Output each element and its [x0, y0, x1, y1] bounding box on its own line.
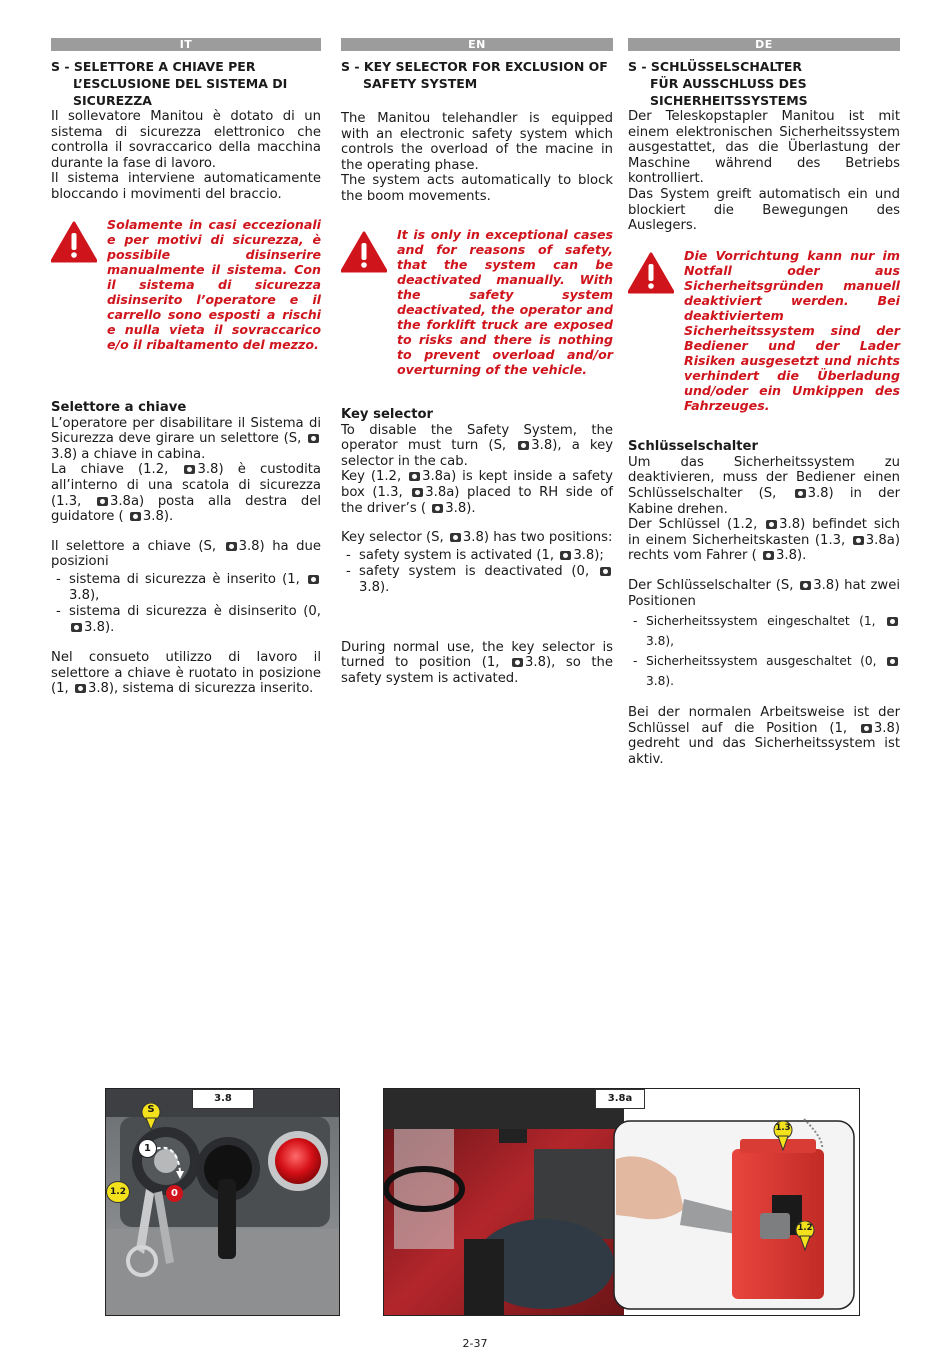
camera-icon: [308, 434, 319, 443]
paragraph-3: Key selector (S, 3.8) has two positions:: [341, 530, 613, 546]
warning-icon: [341, 231, 387, 273]
section-title-en: S - KEY SELECTOR FOR EXCLUSION OF SAFETY SYSTEM: [341, 59, 608, 91]
figure-3-8: [105, 1088, 340, 1316]
warning-block: [341, 227, 613, 377]
camera-icon: [560, 551, 571, 560]
intro-paragraph-2: Il sistema interviene automaticamente bloccando i movimenti del braccio.: [51, 171, 321, 202]
column-de: [628, 38, 900, 767]
paragraph-2: La chiave (1.2, 3.8) è custodita all’interno di una scatola di sicurezza (1.3, 3.8a) posta alla destra del guidatore ( 3.8).: [51, 462, 321, 525]
list-item: - safety system is deactivated (0, 3.8).: [341, 564, 613, 596]
camera-icon: [412, 488, 423, 497]
subheading: Key selector: [341, 406, 434, 422]
callout-1-2: 1.2: [106, 1181, 130, 1203]
camera-icon: [518, 441, 529, 450]
warning-icon: [51, 221, 97, 263]
language-bar-en: EN: [341, 38, 613, 51]
subheading: Selettore a chiave: [51, 399, 187, 415]
camera-icon: [887, 657, 898, 666]
language-bar-it: IT: [51, 38, 321, 51]
warning-block: [51, 217, 321, 352]
list-item: - Sicherheitssystem eingeschaltet (1, 3.8),: [628, 611, 900, 651]
list-item: - safety system is activated (1, 3.8);: [341, 548, 613, 564]
warning-text: Die Vorrichtung kann nur im Notfall oder aus Sicherheitsgründen manuell deaktiviert werden. Bei deaktiviertem Sicherheitssystem sind der Bediener und der Lader Risiken ausgesetzt und nichts verhindert die Überladung und/oder ein Umkippen des Fahrzeuges.: [684, 247, 900, 413]
camera-icon: [763, 551, 774, 560]
paragraph-3: Der Schlüsselschalter (S, 3.8) hat zwei Positionen: [628, 577, 900, 609]
column-en: [341, 38, 613, 687]
figure-3-8a: [383, 1088, 860, 1316]
positions-list: [51, 572, 321, 636]
camera-icon: [450, 533, 461, 542]
page-number: 2-37: [462, 1337, 488, 1350]
positions-list: [628, 611, 900, 691]
paragraph-3: Il selettore a chiave (S, 3.8) ha due posizioni: [51, 538, 321, 570]
paragraph-1: L’operatore per disabilitare il Sistema di Sicurezza deve girare un selettore (S, 3.8) a chiave in cabina.: [51, 415, 321, 462]
list-item: - sistema di sicurezza è disinserito (0, 3.8).: [51, 604, 321, 636]
paragraph-4: Nel consueto utilizzo di lavoro il selettore a chiave è ruotato in posizione (1, 3.8), sistema di sicurezza inserito.: [51, 649, 321, 697]
warning-icon: [628, 252, 674, 294]
positions-list: [341, 548, 613, 596]
figure-label: 3.8: [192, 1089, 254, 1109]
warning-text: It is only in exceptional cases and for reasons of safety, that the system can be deactivated manually. With the safety system deactivated, the operator and the forklift truck are exposed to risks and there is nothing to prevent overload and/or overturning of the vehicle.: [397, 226, 613, 377]
paragraph-2: Key (1.2, 3.8a) is kept inside a safety box (1.3, 3.8a) placed to RH side of the driver’s ( 3.8).: [341, 469, 613, 516]
list-item: - sistema di sicurezza è inserito (1, 3.8),: [51, 572, 321, 604]
paragraph-1: Um das Sicherheitssystem zu deaktivieren, muss der Bediener einen Schlüsselschalter (S, 3.8) in der Kabine drehen.: [628, 454, 900, 517]
section-title-it: S - SELETTORE A CHIAVE PER L’ESCLUSIONE DEL SISTEMA DI SICUREZZA: [51, 59, 288, 108]
camera-icon: [130, 512, 141, 521]
callout-s: S: [141, 1103, 161, 1131]
camera-icon: [432, 504, 443, 513]
intro-paragraph-2: Das System greift automatisch ein und blockiert die Bewegungen des Auslegers.: [628, 186, 900, 234]
camera-icon: [308, 575, 319, 584]
paragraph-1: To disable the Safety System, the operator must turn (S, 3.8), a key selector in the cab.: [341, 422, 614, 469]
callout-1: 1: [138, 1139, 157, 1158]
camera-icon: [226, 542, 237, 551]
list-item: - Sicherheitssystem ausgeschaltet (0, 3.8).: [628, 651, 900, 691]
warning-text: Solamente in casi eccezionali e per motivi di sicurezza, è possibile disinserire manualmente il sistema. Con il sistema di sicurezza disinserito l’operatore e il carrello sono esposti a rischi e nulla vieta il sovraccarico e/o il ribaltamento del mezzo.: [107, 216, 321, 352]
camera-icon: [600, 567, 611, 576]
figure-label: 3.8a: [595, 1089, 645, 1109]
section-title-de: S - SCHLÜSSELSCHALTER FÜR AUSSCHLUSS DES SICHERHEITSSYSTEMS: [628, 59, 808, 108]
paragraph-4: Bei der normalen Arbeitsweise ist der Schlüssel auf die Position (1, 3.8) gedreht und das Sicherheitssystem ist aktiv.: [628, 705, 900, 767]
paragraph-4: During normal use, the key selector is turned to position (1, 3.8), so the safety system is activated.: [341, 639, 613, 686]
intro-paragraph: Der Teleskopstapler Manitou ist mit einem elektronischen Sicherheitssystem ausgestattet, das die Überlastung der Maschine während des Betriebs kontrolliert.: [628, 109, 900, 187]
paragraph-2: Der Schlüssel (1.2, 3.8) befindet sich in einem Sicherheitskasten (1.3, 3.8a) rechts vom Fahrer ( 3.8).: [628, 517, 900, 564]
camera-icon: [97, 497, 108, 506]
camera-icon: [861, 724, 872, 733]
camera-icon: [75, 684, 86, 693]
camera-icon: [184, 465, 195, 474]
camera-icon: [512, 658, 523, 667]
callout-0: 0: [166, 1185, 183, 1202]
language-bar-de: DE: [628, 38, 900, 51]
intro-paragraph-2: The system acts automatically to block the boom movements.: [341, 173, 613, 204]
camera-icon: [800, 581, 811, 590]
camera-icon: [795, 489, 806, 498]
callout-1-2-box: 1.2: [795, 1221, 815, 1251]
intro-paragraph: The Manitou telehandler is equipped with an electronic safety system which controls the overload of the macine in the operating phase.: [341, 111, 613, 173]
camera-icon: [766, 520, 777, 529]
callout-1-3: 1.3: [773, 1121, 793, 1151]
camera-icon: [887, 617, 898, 626]
column-it: [51, 38, 321, 697]
subheading: Schlüsselschalter: [628, 438, 759, 454]
camera-icon: [409, 472, 420, 481]
warning-block: [628, 248, 900, 413]
camera-icon: [71, 623, 82, 632]
camera-icon: [853, 536, 864, 545]
intro-paragraph: Il sollevatore Manitou è dotato di un sistema di sicurezza elettronico che controlla il sovraccarico della macchina durante la fase di lavoro.: [51, 109, 321, 171]
